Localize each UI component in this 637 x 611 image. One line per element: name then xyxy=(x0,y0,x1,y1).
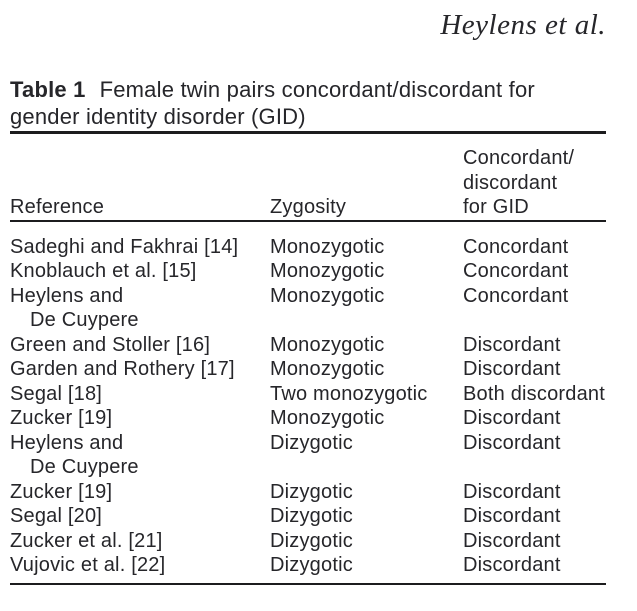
cell-zygosity: Monozygotic xyxy=(270,235,385,258)
cell-concordance: Discordant xyxy=(463,480,561,503)
cell-reference: Knoblauch et al. [15] xyxy=(10,260,197,282)
running-head: Heylens et al. xyxy=(440,9,606,41)
cell-reference xyxy=(10,431,270,480)
table-row xyxy=(10,406,606,431)
cell-zygosity: Dizygotic xyxy=(270,529,353,552)
table-row xyxy=(10,480,606,505)
table-body xyxy=(10,221,606,584)
cell-zygosity: Dizygotic xyxy=(270,554,353,576)
cell-zygosity: Monozygotic xyxy=(270,358,385,380)
table-row xyxy=(10,529,606,554)
table-row xyxy=(10,504,606,529)
header-concordance-line3: for GID xyxy=(463,196,529,218)
cell-zygosity: Monozygotic xyxy=(270,407,385,429)
cell-reference: Green and Stoller [16] xyxy=(10,333,211,356)
cell-concordance: Concordant xyxy=(463,235,569,258)
table-header xyxy=(10,134,606,221)
header-reference: Reference xyxy=(10,134,270,221)
cell-zygosity: Two monozygotic xyxy=(270,382,428,405)
cell-concordance: Discordant xyxy=(463,529,561,552)
table-caption xyxy=(10,76,606,130)
header-zygosity: Zygosity xyxy=(270,134,463,221)
cell-concordance: Discordant xyxy=(463,333,561,356)
cell-zygosity: Dizygotic xyxy=(270,431,353,454)
cell-concordance: Concordant xyxy=(463,260,569,282)
cell-reference: Segal [20] xyxy=(10,505,103,527)
table-row xyxy=(10,259,606,284)
cell-reference: Vujovic et al. [22] xyxy=(10,554,166,576)
table-row xyxy=(10,284,606,333)
table-row xyxy=(10,382,606,407)
reference-line2: De Cuypere xyxy=(30,309,139,331)
cell-reference: Sadeghi and Fakhrai [14] xyxy=(10,235,239,258)
table-caption-line2: gender identity disorder (GID) xyxy=(10,104,306,129)
header-concordance-line1: Concordant/ xyxy=(463,147,575,169)
cell-concordance: Concordant xyxy=(463,284,569,307)
cell-reference: Zucker [19] xyxy=(10,480,113,503)
table-caption-line1: Female twin pairs concordant/discordant for xyxy=(99,77,535,102)
table-row xyxy=(10,553,606,584)
table-row xyxy=(10,221,606,260)
reference-line1: Heylens and xyxy=(10,284,124,307)
reference-line2: De Cuypere xyxy=(30,456,139,478)
twin-pairs-table xyxy=(10,134,606,585)
cell-reference: Zucker [19] xyxy=(10,407,113,429)
cell-zygosity: Monozygotic xyxy=(270,260,385,282)
cell-reference: Garden and Rothery [17] xyxy=(10,358,235,380)
cell-concordance: Discordant xyxy=(463,505,561,527)
table-header-row xyxy=(10,134,606,221)
cell-reference: Zucker et al. [21] xyxy=(10,529,163,552)
cell-zygosity: Dizygotic xyxy=(270,480,353,503)
header-concordance-line2: discordant xyxy=(463,171,558,194)
cell-concordance: Discordant xyxy=(463,431,561,454)
header-concordance xyxy=(463,134,606,221)
table-row xyxy=(10,431,606,480)
table-row xyxy=(10,357,606,382)
table-row xyxy=(10,333,606,358)
cell-zygosity: Monozygotic xyxy=(270,333,385,356)
table-caption-label: Table 1 xyxy=(10,77,86,102)
reference-line1: Heylens and xyxy=(10,431,124,454)
cell-zygosity: Dizygotic xyxy=(270,505,353,527)
cell-concordance: Discordant xyxy=(463,407,561,429)
cell-concordance: Discordant xyxy=(463,554,561,576)
cell-concordance: Both discordant xyxy=(463,382,605,405)
cell-zygosity: Monozygotic xyxy=(270,284,385,307)
cell-concordance: Discordant xyxy=(463,358,561,380)
cell-reference: Segal [18] xyxy=(10,382,103,405)
page-content xyxy=(10,0,606,585)
cell-reference xyxy=(10,284,270,333)
